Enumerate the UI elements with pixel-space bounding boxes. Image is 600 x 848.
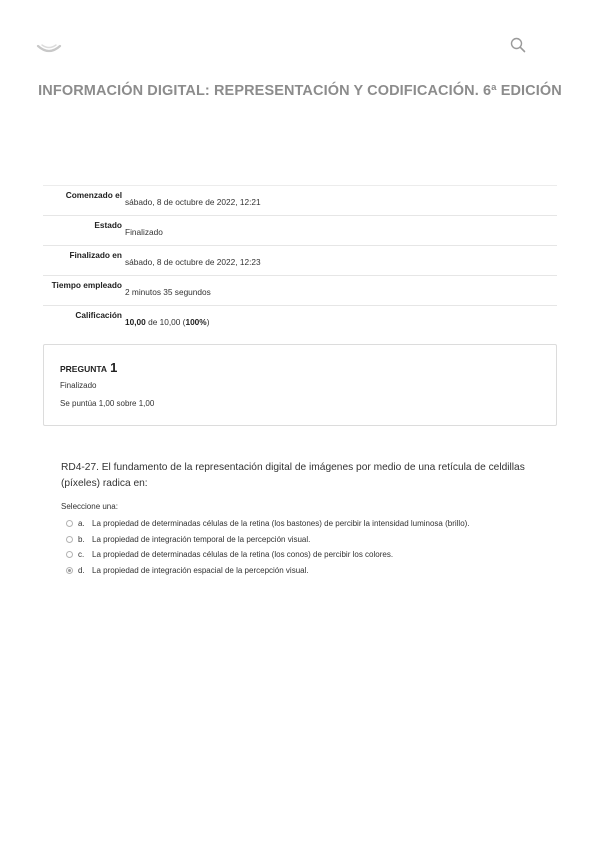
top-navbar: [0, 0, 600, 70]
moodle-smile-icon[interactable]: [36, 40, 62, 56]
answer-letter: d.: [78, 565, 85, 575]
summary-label: Comenzado el: [65, 190, 122, 200]
grade-percent: 100%: [185, 317, 207, 327]
answer-text: La propiedad de integración temporal de la percepción visual.: [92, 534, 311, 544]
answer-text: La propiedad de determinadas células de la retina (los bastones) de percibir la intensidad luminosa (brillo).: [92, 519, 470, 529]
summary-row-time-taken: [43, 276, 557, 306]
summary-row-finished: [43, 246, 557, 276]
answer-text: La propiedad de determinadas células de la retina (los conos) de percibir los colores.: [92, 550, 394, 560]
summary-value: sábado, 8 de octubre de 2022, 12:21: [125, 197, 261, 207]
summary-value: sábado, 8 de octubre de 2022, 12:23: [125, 257, 261, 267]
answer-prompt: Seleccione una:: [61, 502, 118, 511]
question-heading: [60, 360, 117, 375]
summary-row-grade: [43, 306, 557, 336]
answer-letter: b.: [78, 534, 85, 544]
search-icon[interactable]: [510, 37, 526, 53]
grade-close: ): [206, 317, 210, 327]
question-grade: Se puntúa 1,00 sobre 1,00: [60, 399, 155, 408]
question-text: RD4-27. El fundamento de la representación digital de imágenes por medio de una retícula de celdillas (píxeles) radica en:: [61, 462, 525, 489]
question-info-box: [43, 344, 557, 426]
page-title: INFORMACIÓN DIGITAL: REPRESENTACIÓN Y CODIFICACIÓN. 6ª EDICIÓN: [38, 83, 562, 99]
answer-option-c[interactable]: [66, 547, 546, 563]
answer-option-b[interactable]: [66, 532, 546, 548]
radio-button-selected[interactable]: [66, 567, 73, 574]
summary-row-state: [43, 216, 557, 246]
grade-separator: de 10,00 (: [148, 317, 186, 327]
summary-label: Calificación: [75, 310, 122, 320]
summary-label: Tiempo empleado: [51, 280, 122, 290]
answer-letter: c.: [78, 550, 85, 560]
answer-options: [66, 516, 546, 578]
question-state: Finalizado: [60, 381, 97, 390]
answer-option-d[interactable]: [66, 563, 546, 579]
summary-row-started: [43, 186, 557, 216]
question-number: 1: [110, 360, 118, 375]
summary-label: Estado: [94, 220, 122, 230]
answer-option-a[interactable]: [66, 516, 546, 532]
grade-value: 10,00: [125, 317, 146, 327]
radio-button[interactable]: [66, 551, 73, 558]
answer-text: La propiedad de integración espacial de la percepción visual.: [92, 565, 309, 575]
answer-letter: a.: [78, 519, 85, 529]
quiz-review-summary: [43, 185, 557, 336]
summary-value: 2 minutos 35 segundos: [125, 287, 211, 297]
radio-button[interactable]: [66, 520, 73, 527]
summary-label: Finalizado en: [69, 250, 122, 260]
radio-button[interactable]: [66, 536, 73, 543]
question-label: PREGUNTA: [60, 364, 108, 374]
summary-value: [122, 306, 557, 336]
summary-value: Finalizado: [125, 227, 163, 237]
